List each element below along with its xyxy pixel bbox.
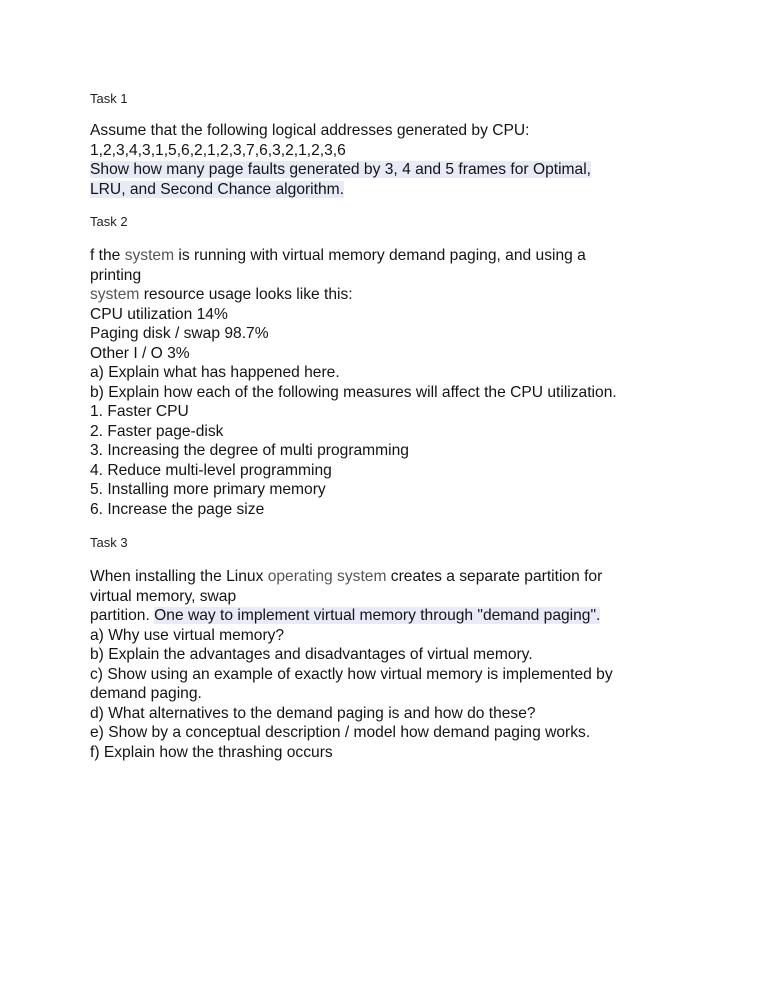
question-line: a) Why use virtual memory? xyxy=(90,626,285,644)
question-line: a) Explain what has happened here. xyxy=(90,364,340,381)
question-line: f) Explain how the thrashing occurs xyxy=(90,743,333,761)
measure-item: 4. Reduce multi-level programming xyxy=(90,461,332,479)
task3-heading: Task 3 xyxy=(90,535,128,550)
task3-intro-line-2: virtual memory, swap xyxy=(90,587,237,605)
text: creates a separate partition for xyxy=(386,568,603,585)
task1-line-4 xyxy=(90,180,344,200)
system-link[interactable]: system xyxy=(124,247,175,264)
highlight: LRU, and Second Chance algorithm. xyxy=(90,180,344,198)
text: f the xyxy=(90,247,125,264)
task1-line-2: 1,2,3,4,3,1,5,6,2,1,2,3,7,6,3,2,1,2,3,6 xyxy=(90,141,346,159)
text: resource usage looks like this: xyxy=(139,286,353,303)
task2-intro-line xyxy=(90,246,586,266)
question-line: b) Explain the advantages and disadvantages of virtual memory. xyxy=(90,646,533,663)
highlight: Show how many page faults generated by 3, 4 and 5 frames for Optimal, xyxy=(90,161,592,178)
task2-resource-line xyxy=(90,285,353,305)
text: is running with virtual memory demand paging, and using a xyxy=(174,247,586,264)
task3-intro-line xyxy=(90,567,602,587)
text: partition. xyxy=(90,607,155,624)
task2-intro-line-2: printing xyxy=(90,266,142,284)
question-line: d) What alternatives to the demand paging is and how do these? xyxy=(90,704,536,722)
measure-item: 2. Faster page-disk xyxy=(90,422,224,440)
stat-line: Other I / O 3% xyxy=(90,344,190,362)
system-link[interactable]: system xyxy=(90,286,140,303)
measure-item: 5. Installing more primary memory xyxy=(90,481,326,498)
task3-partition-line xyxy=(90,606,600,626)
stat-line: CPU utilization 14% xyxy=(90,305,228,323)
task2-heading: Task 2 xyxy=(90,214,128,229)
question-line: b) Explain how each of the following measures will affect the CPU utilization. xyxy=(90,383,617,401)
task1-line-1: Assume that the following logical addresses generated by CPU: xyxy=(90,122,530,139)
operating-system-link[interactable]: operating system xyxy=(267,568,387,585)
highlight: One way to implement virtual memory through "demand paging". xyxy=(154,607,601,624)
text: When installing the Linux xyxy=(90,568,268,585)
measure-item: 1. Faster CPU xyxy=(90,403,189,420)
measure-item: 6. Increase the page size xyxy=(90,500,265,518)
measure-item: 3. Increasing the degree of multi programming xyxy=(90,442,409,459)
stat-line: Paging disk / swap 98.7% xyxy=(90,325,269,342)
question-line: e) Show by a conceptual description / model how demand paging works. xyxy=(90,724,591,741)
task1-heading: Task 1 xyxy=(90,91,128,106)
task1-line-3 xyxy=(90,160,591,180)
question-line: demand paging. xyxy=(90,685,202,702)
question-line: c) Show using an example of exactly how virtual memory is implemented by xyxy=(90,665,613,683)
